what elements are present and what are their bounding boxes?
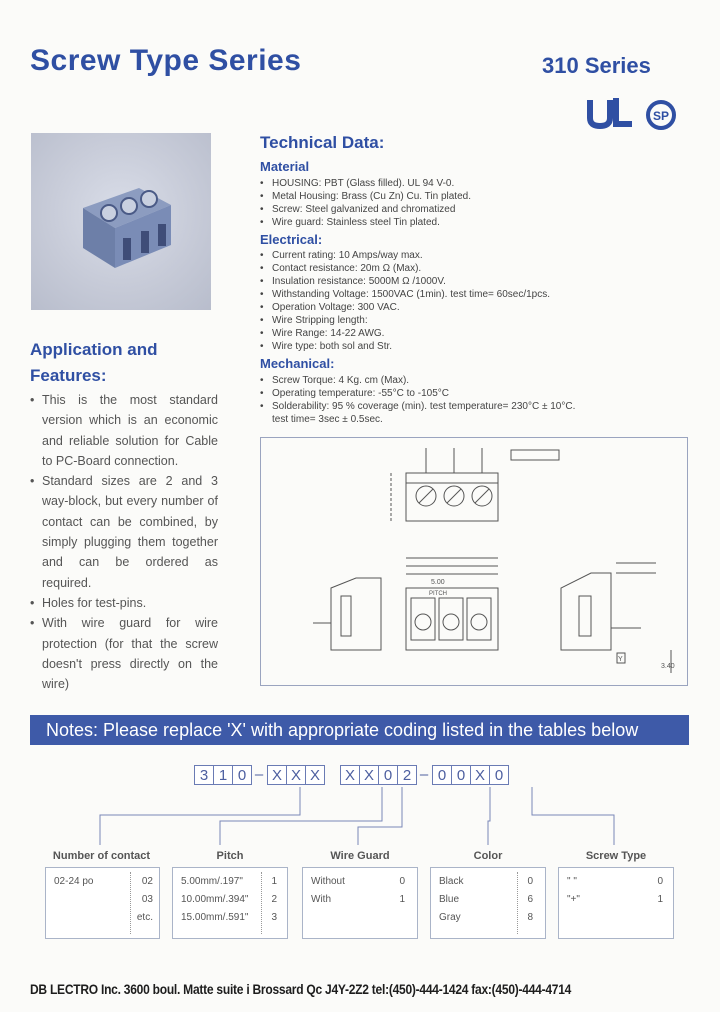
datum-label: Y: [618, 656, 623, 663]
code-box: X: [340, 765, 360, 785]
list-item: • Wire Stripping length:: [260, 314, 550, 327]
contact-value: etc.: [136, 912, 153, 923]
code-box: 0: [432, 765, 452, 785]
list-item: • Holes for test-pins.: [30, 593, 218, 613]
list-item: • Contact resistance: 20m Ω (Max).: [260, 262, 550, 275]
color-option: Black: [439, 876, 464, 887]
list-item: • Wire guard: Stainless steel Tin plated.: [260, 216, 471, 229]
screw-type-header: Screw Type: [585, 850, 647, 862]
code-box: 0: [378, 765, 398, 785]
notes-banner: Notes: Please replace 'X' with appropriate coding listed in the tables below: [30, 715, 689, 745]
technical-data-heading: Technical Data:: [260, 133, 385, 152]
list-item: • Wire Range: 14-22 AWG.: [260, 327, 550, 340]
mechanical-continuation: test time= 3sec ± 0.5sec.: [272, 414, 383, 425]
screw-option: " ": [567, 876, 577, 887]
mechanical-list: [260, 374, 575, 413]
code-box: X: [286, 765, 306, 785]
application-heading-line1: Application and: [30, 340, 158, 359]
code-box: 3: [194, 765, 214, 785]
contact-table: [45, 867, 160, 939]
wire-guard-header: Wire Guard: [330, 850, 390, 862]
list-item: • Insulation resistance: 5000M Ω /1000V.: [260, 275, 550, 288]
contact-value: 03: [141, 894, 153, 905]
code-box: 1: [213, 765, 233, 785]
list-item: • Operation Voltage: 300 VAC.: [260, 301, 550, 314]
contact-header: Number of contact: [52, 850, 151, 862]
screw-code: 1: [657, 894, 663, 905]
color-option: Blue: [439, 894, 460, 905]
list-item: • Standard sizes are 2 and 3 way-block, but every number of contact can be combined, by simply plugging them together and can be ordered as required.: [30, 471, 218, 593]
screw-option: "+": [567, 894, 580, 905]
list-item: • Operating temperature: -55°C to -105°C: [260, 387, 575, 400]
series-title: 310 Series: [542, 53, 651, 78]
product-photo: [31, 133, 211, 310]
electrical-heading: Electrical:: [260, 232, 323, 247]
pitch-option: 5.00mm/.197": [181, 876, 243, 887]
color-code: 8: [527, 912, 533, 923]
pitch-option: 15.00mm/.591": [181, 912, 249, 923]
pitch-table: [172, 867, 288, 939]
material-list: [260, 177, 471, 229]
code-box: X: [359, 765, 379, 785]
code-box: X: [305, 765, 325, 785]
dimension-label: 5.00: [431, 579, 445, 586]
list-item: • Screw: Steel galvanized and chromatized: [260, 203, 471, 216]
code-separator: [324, 765, 340, 785]
code-connector-lines: [0, 785, 720, 850]
list-item: • Solderability: 95 % coverage (min). test temperature= 230°C ± 10°C.: [260, 400, 575, 413]
code-box: 0: [232, 765, 252, 785]
wire-guard-option: With: [311, 894, 331, 905]
color-header: Color: [473, 850, 503, 862]
list-item: • Wire type: both sol and Str.: [260, 340, 550, 353]
ul-logo: [586, 96, 636, 135]
electrical-list: [260, 249, 550, 353]
color-option: Gray: [439, 912, 461, 923]
list-item: • With wire guard for wire protection (for that the screw doesn't press directly on the wire): [30, 613, 218, 694]
list-item: • This is the most standard version which is an economic and reliable solution for Cable to PC-Board connection.: [30, 390, 218, 471]
contact-range: 02-24 po: [54, 876, 94, 887]
application-heading: [30, 337, 158, 389]
pitch-code: 3: [271, 912, 277, 923]
technical-drawing: [260, 437, 688, 686]
screw-code: 0: [657, 876, 663, 887]
code-separator: –: [419, 766, 429, 783]
code-box: 0: [489, 765, 509, 785]
color-table: [430, 867, 546, 939]
list-item: • Screw Torque: 4 Kg. cm (Max).: [260, 374, 575, 387]
pitch-code: 1: [271, 876, 277, 887]
svg-text:SP: SP: [652, 109, 670, 123]
part-code: [194, 765, 508, 785]
contact-value: 02: [141, 876, 153, 887]
color-code: 6: [527, 894, 533, 905]
code-box: X: [267, 765, 287, 785]
list-item: • Metal Housing: Brass (Cu Zn) Cu. Tin plated.: [260, 190, 471, 203]
csa-logo: [646, 98, 676, 137]
screw-type-table: [558, 867, 674, 939]
features-list: [30, 390, 218, 694]
pitch-option: 10.00mm/.394": [181, 894, 249, 905]
wire-guard-table: [302, 867, 418, 939]
height-label: 3.40: [661, 663, 675, 670]
code-separator: –: [254, 766, 264, 783]
wire-guard-option: Without: [311, 876, 345, 887]
application-heading-line2: Features:: [30, 366, 107, 385]
mechanical-heading: Mechanical:: [260, 356, 335, 371]
pitch-code: 2: [271, 894, 277, 905]
color-code: 0: [527, 876, 533, 887]
wire-guard-code: 0: [399, 876, 405, 887]
material-heading: Material: [260, 159, 310, 174]
list-item: • HOUSING: PBT (Glass filled). UL 94 V-0.: [260, 177, 471, 190]
page-title: Screw Type Series: [30, 44, 302, 77]
code-box: X: [470, 765, 490, 785]
pitch-label: PITCH: [429, 591, 447, 597]
list-item: • Current rating: 10 Amps/way max.: [260, 249, 550, 262]
pitch-header: Pitch: [216, 850, 244, 862]
code-box: 0: [451, 765, 471, 785]
list-item: • Withstanding Voltage: 1500VAC (1min). test time= 60sec/1pcs.: [260, 288, 550, 301]
wire-guard-code: 1: [399, 894, 405, 905]
company-footer: DB LECTRO Inc. 3600 boul. Matte suite i Brossard Qc J4Y-2Z2 tel:(450)-444-1424 fax:(450)-444-4714: [30, 981, 572, 997]
code-box: 2: [397, 765, 417, 785]
